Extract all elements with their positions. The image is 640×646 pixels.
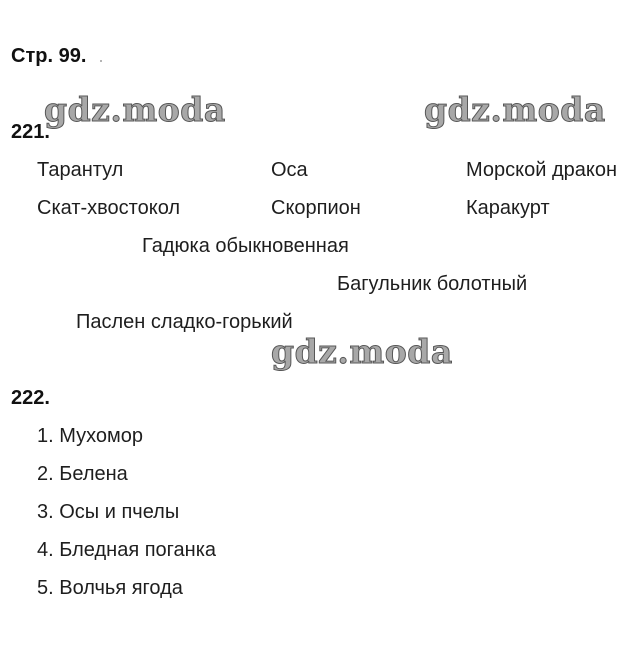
task-221-item: Морской дракон [466, 159, 618, 181]
task-221-item: Каракурт [466, 197, 550, 219]
watermark-logo: gdz.moda [44, 90, 226, 129]
task-222-item: 5. Волчья ягода [37, 577, 183, 599]
stray-dot [100, 60, 102, 62]
page-title-text: Стр. 99. [11, 45, 87, 67]
task-221-item: Багульник болотный [337, 273, 528, 295]
task-221-number: 221. [11, 121, 50, 143]
watermark-logo: gdz.moda [424, 90, 606, 129]
page-title [11, 45, 102, 68]
task-222-number: 222. [11, 387, 50, 409]
task-221-item: Паслен сладко-горький [76, 311, 293, 333]
task-221-item: Скорпион [271, 197, 361, 219]
task-221-item: Гадюка обыкновенная [142, 235, 349, 257]
watermark-logo: gdz.moda [271, 332, 453, 371]
task-221-item: Оса [271, 159, 308, 181]
task-222-item: 4. Бледная поганка [37, 539, 217, 561]
task-222-item: 1. Мухомор [37, 425, 144, 447]
task-222-item: 3. Осы и пчелы [37, 501, 180, 523]
task-221-item: Тарантул [37, 159, 124, 181]
task-222-item: 2. Белена [37, 463, 128, 485]
task-221-item: Скат-хвостокол [37, 197, 181, 219]
